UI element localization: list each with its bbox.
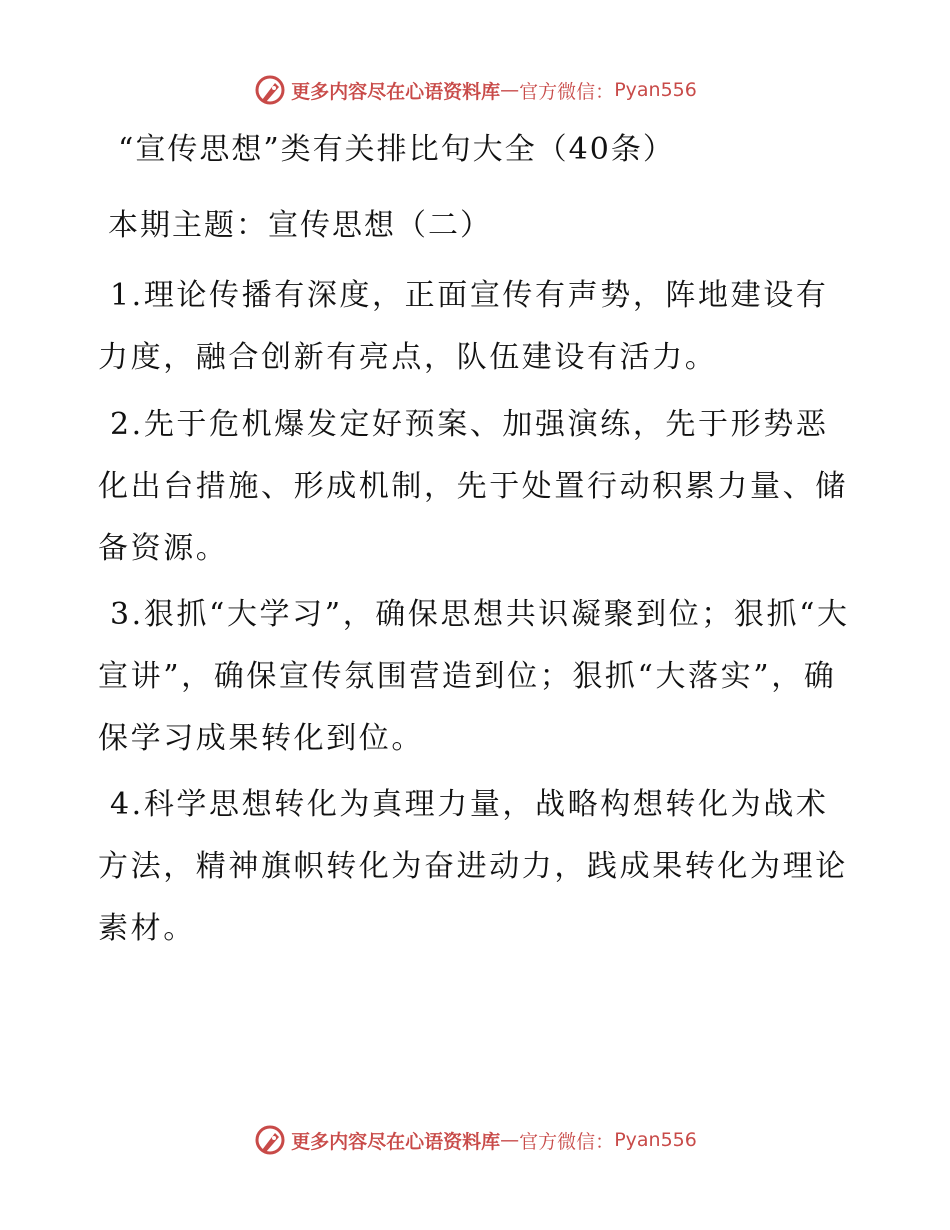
banner-separator: — — [500, 79, 520, 101]
banner-separator: — — [500, 1129, 520, 1151]
pen-nib-logo-icon — [253, 73, 287, 107]
list-item: 2.先于危机爆发定好预案、加强演练，先于形势恶化出台措施、形成机制，先于处置行动积累力量、储备资源。 — [98, 407, 848, 566]
banner-wechat-id: Pyan556 — [614, 79, 697, 101]
list-item: 1.理论传播有深度，正面宣传有声势，阵地建设有力度，融合创新有亮点，队伍建设有活力。 — [98, 278, 829, 375]
banner-wechat-label: 官方微信： — [519, 1130, 615, 1153]
list-item: 3.狠抓“大学习”，确保思想共识凝聚到位；狠抓“大宣讲”，确保宣传氛围营造到位；狠抓“大落实”，确保学习成果转化到位。 — [98, 597, 850, 756]
header-watermark-banner — [0, 70, 950, 110]
document-title: “宣传思想”类有关排比句大全（40条） — [118, 132, 675, 167]
banner-brand-text: 更多内容尽在心语资料库 — [291, 1130, 501, 1153]
footer-watermark-banner — [0, 1120, 950, 1160]
document-subtitle: 本期主题：宣传思想（二） — [108, 208, 492, 243]
pen-nib-logo-icon — [253, 1123, 287, 1157]
banner-wechat-id: Pyan556 — [614, 1129, 697, 1151]
list-item: 4.科学思想转化为真理力量，战略构想转化为战术方法，精神旗帜转化为奋进动力，践成果转化为理论素材。 — [98, 787, 848, 946]
banner-wechat-label: 官方微信： — [519, 80, 615, 103]
banner-brand-text: 更多内容尽在心语资料库 — [291, 80, 501, 103]
